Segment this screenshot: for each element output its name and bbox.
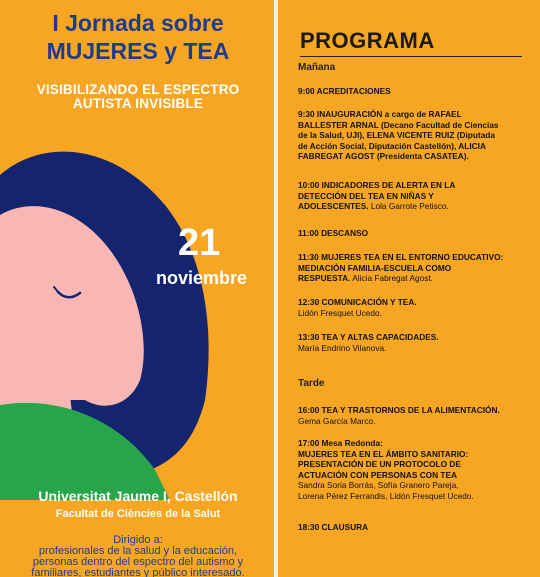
program-title: PROGRAMA <box>300 28 435 53</box>
audience-line: profesionales de la salud y la educación, <box>38 545 238 557</box>
program-panel <box>276 0 540 577</box>
audience-text <box>0 535 276 577</box>
program-item: 12:30 COMUNICACIÓN Y TEA. Lidón Fresquet Ucedo. <box>298 297 417 318</box>
audience-heading: Dirigido a: <box>113 534 163 546</box>
venue-faculty: Facultat de Ciències de la Salut <box>55 508 221 520</box>
program-item: 13:30 TEA Y ALTAS CAPACIDADES. María Endrino Vilanova. <box>298 332 439 353</box>
audience-line: familiares, estudiantes y público interesado. <box>31 567 245 577</box>
event-subtitle-line2: AUTISTA INVISIBLE <box>72 96 204 111</box>
program-item: 16:00 TEA Y TRASTORNOS DE LA ALIMENTACIÓN. Gema García Marco. <box>298 405 500 426</box>
audience-line: personas dentro del espectro del autismo y <box>32 556 244 568</box>
program-title-rule <box>300 56 522 57</box>
program-item: 17:00 Mesa Redonda: MUJERES TEA EN EL ÁMBITO SANITARIO: PRESENTACIÓN DE UN PROTOCOLO DE ACTUACIÓN CON PERSONAS CON TEA Sandra Soria Borrás, Sofía Granero Pareja, Lorena Pérez Ferrandis, Lidón Fresquet Ucedo. <box>298 438 474 501</box>
event-month: noviembre <box>156 268 248 288</box>
program-item: 9:30 INAUGURACIÓN a cargo de RAFAEL BALLESTER ARNAL (Decano Facultad de Ciencias de la Salud, UJI), ELENA VICENTE RUIZ (Diputada de Acción Social, Diputación Castellón), ALICIA FABREGAT AGOST (Presidenta CASATEA). <box>298 109 499 161</box>
event-title-line2: MUJERES y TEA <box>46 38 230 64</box>
program-item: 18:30 CLAUSURA <box>298 522 369 532</box>
event-subtitle-line1: VISIBILIZANDO EL ESPECTRO <box>36 82 240 97</box>
program-item: 11:00 DESCANSO <box>298 228 369 238</box>
section-afternoon: Tarde <box>298 378 325 389</box>
program-item: 10:00 INDICADORES DE ALERTA EN LA DETECCIÓN DEL TEA EN NIÑAS Y ADOLESCENTES. Lola Garrote Petisco. <box>298 180 456 211</box>
program-item: 11:30 MUJERES TEA EN EL ENTORNO EDUCATIVO: MEDIACIÓN FAMILIA-ESCUELA COMO RESPUESTA. Alicia Fabregat Agost. <box>298 252 504 283</box>
event-title-line1: I Jornada sobre <box>52 10 224 36</box>
event-day: 21 <box>178 222 221 264</box>
section-morning: Mañana <box>298 62 336 73</box>
venue-university: Universitat Jaume I, Castellón <box>38 488 238 504</box>
program-item: 9:00 ACREDITACIONES <box>298 86 391 96</box>
